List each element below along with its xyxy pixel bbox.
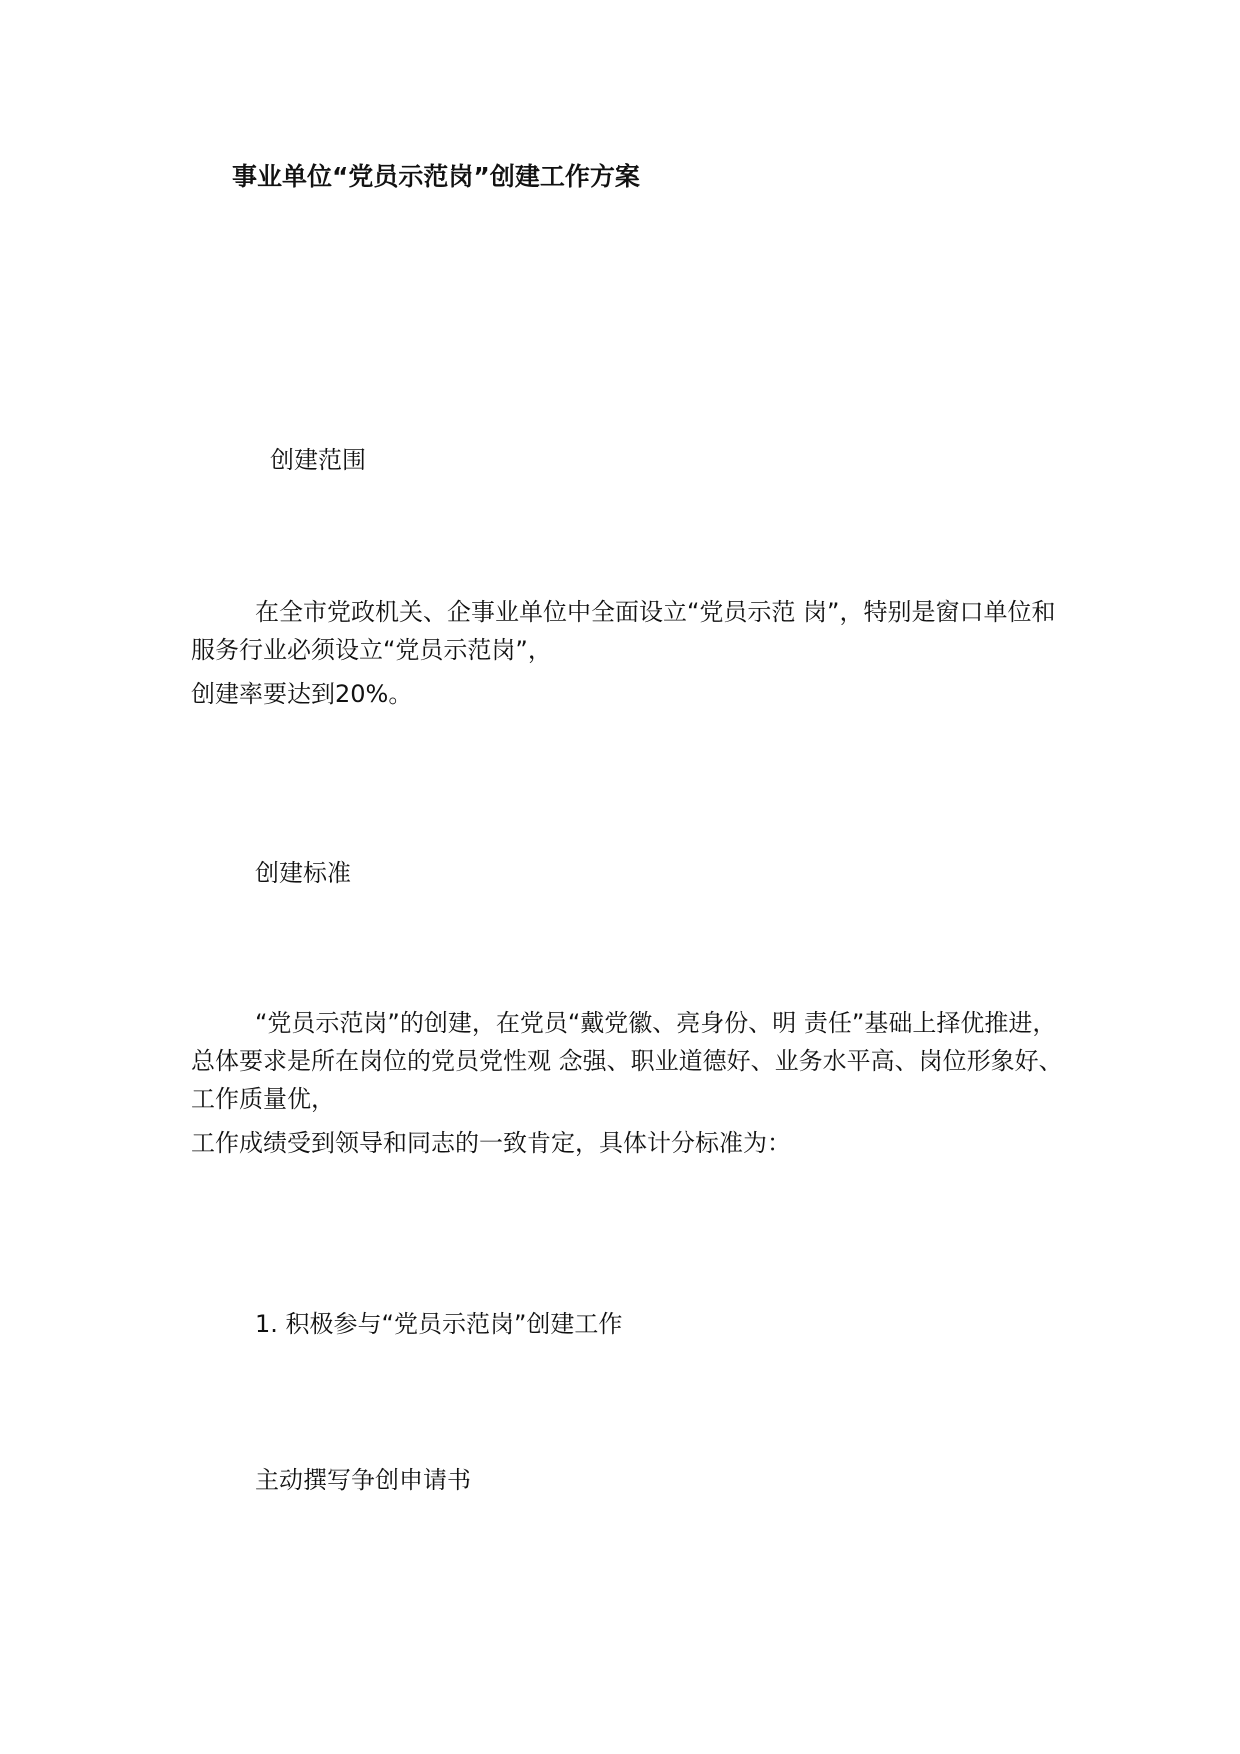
list-item-1: 1. 积极参与“党员示范岗”创建工作	[255, 1310, 623, 1338]
section-body-standard	[191, 1004, 1071, 1162]
paragraph: 工作成绩受到领导和同志的一致肯定，具体计分标准为：	[191, 1129, 791, 1157]
paragraph: “党员示范岗”的创建，在党员“戴党徽、亮身份、明 责任”基础上择优推进，总体要求是所在岗位的党员党性观 念强、职业道德好、业务水平高、岗位形象好、工作质量优，	[191, 1009, 1063, 1113]
section-heading-standard: 创建标准	[255, 859, 351, 887]
paragraph: 在全市党政机关、企事业单位中全面设立“党员示范 岗”，特别是窗口单位和服务行业必须设立“党员示范岗”，	[191, 598, 1056, 664]
paragraph: 创建率要达到20%。	[191, 680, 413, 708]
section-body-scope	[191, 593, 1071, 713]
document-title: 事业单位“党员示范岗”创建工作方案	[232, 162, 640, 191]
sub-item: 主动撰写争创申请书	[255, 1466, 471, 1494]
section-heading-scope: 创建范围	[270, 446, 366, 474]
